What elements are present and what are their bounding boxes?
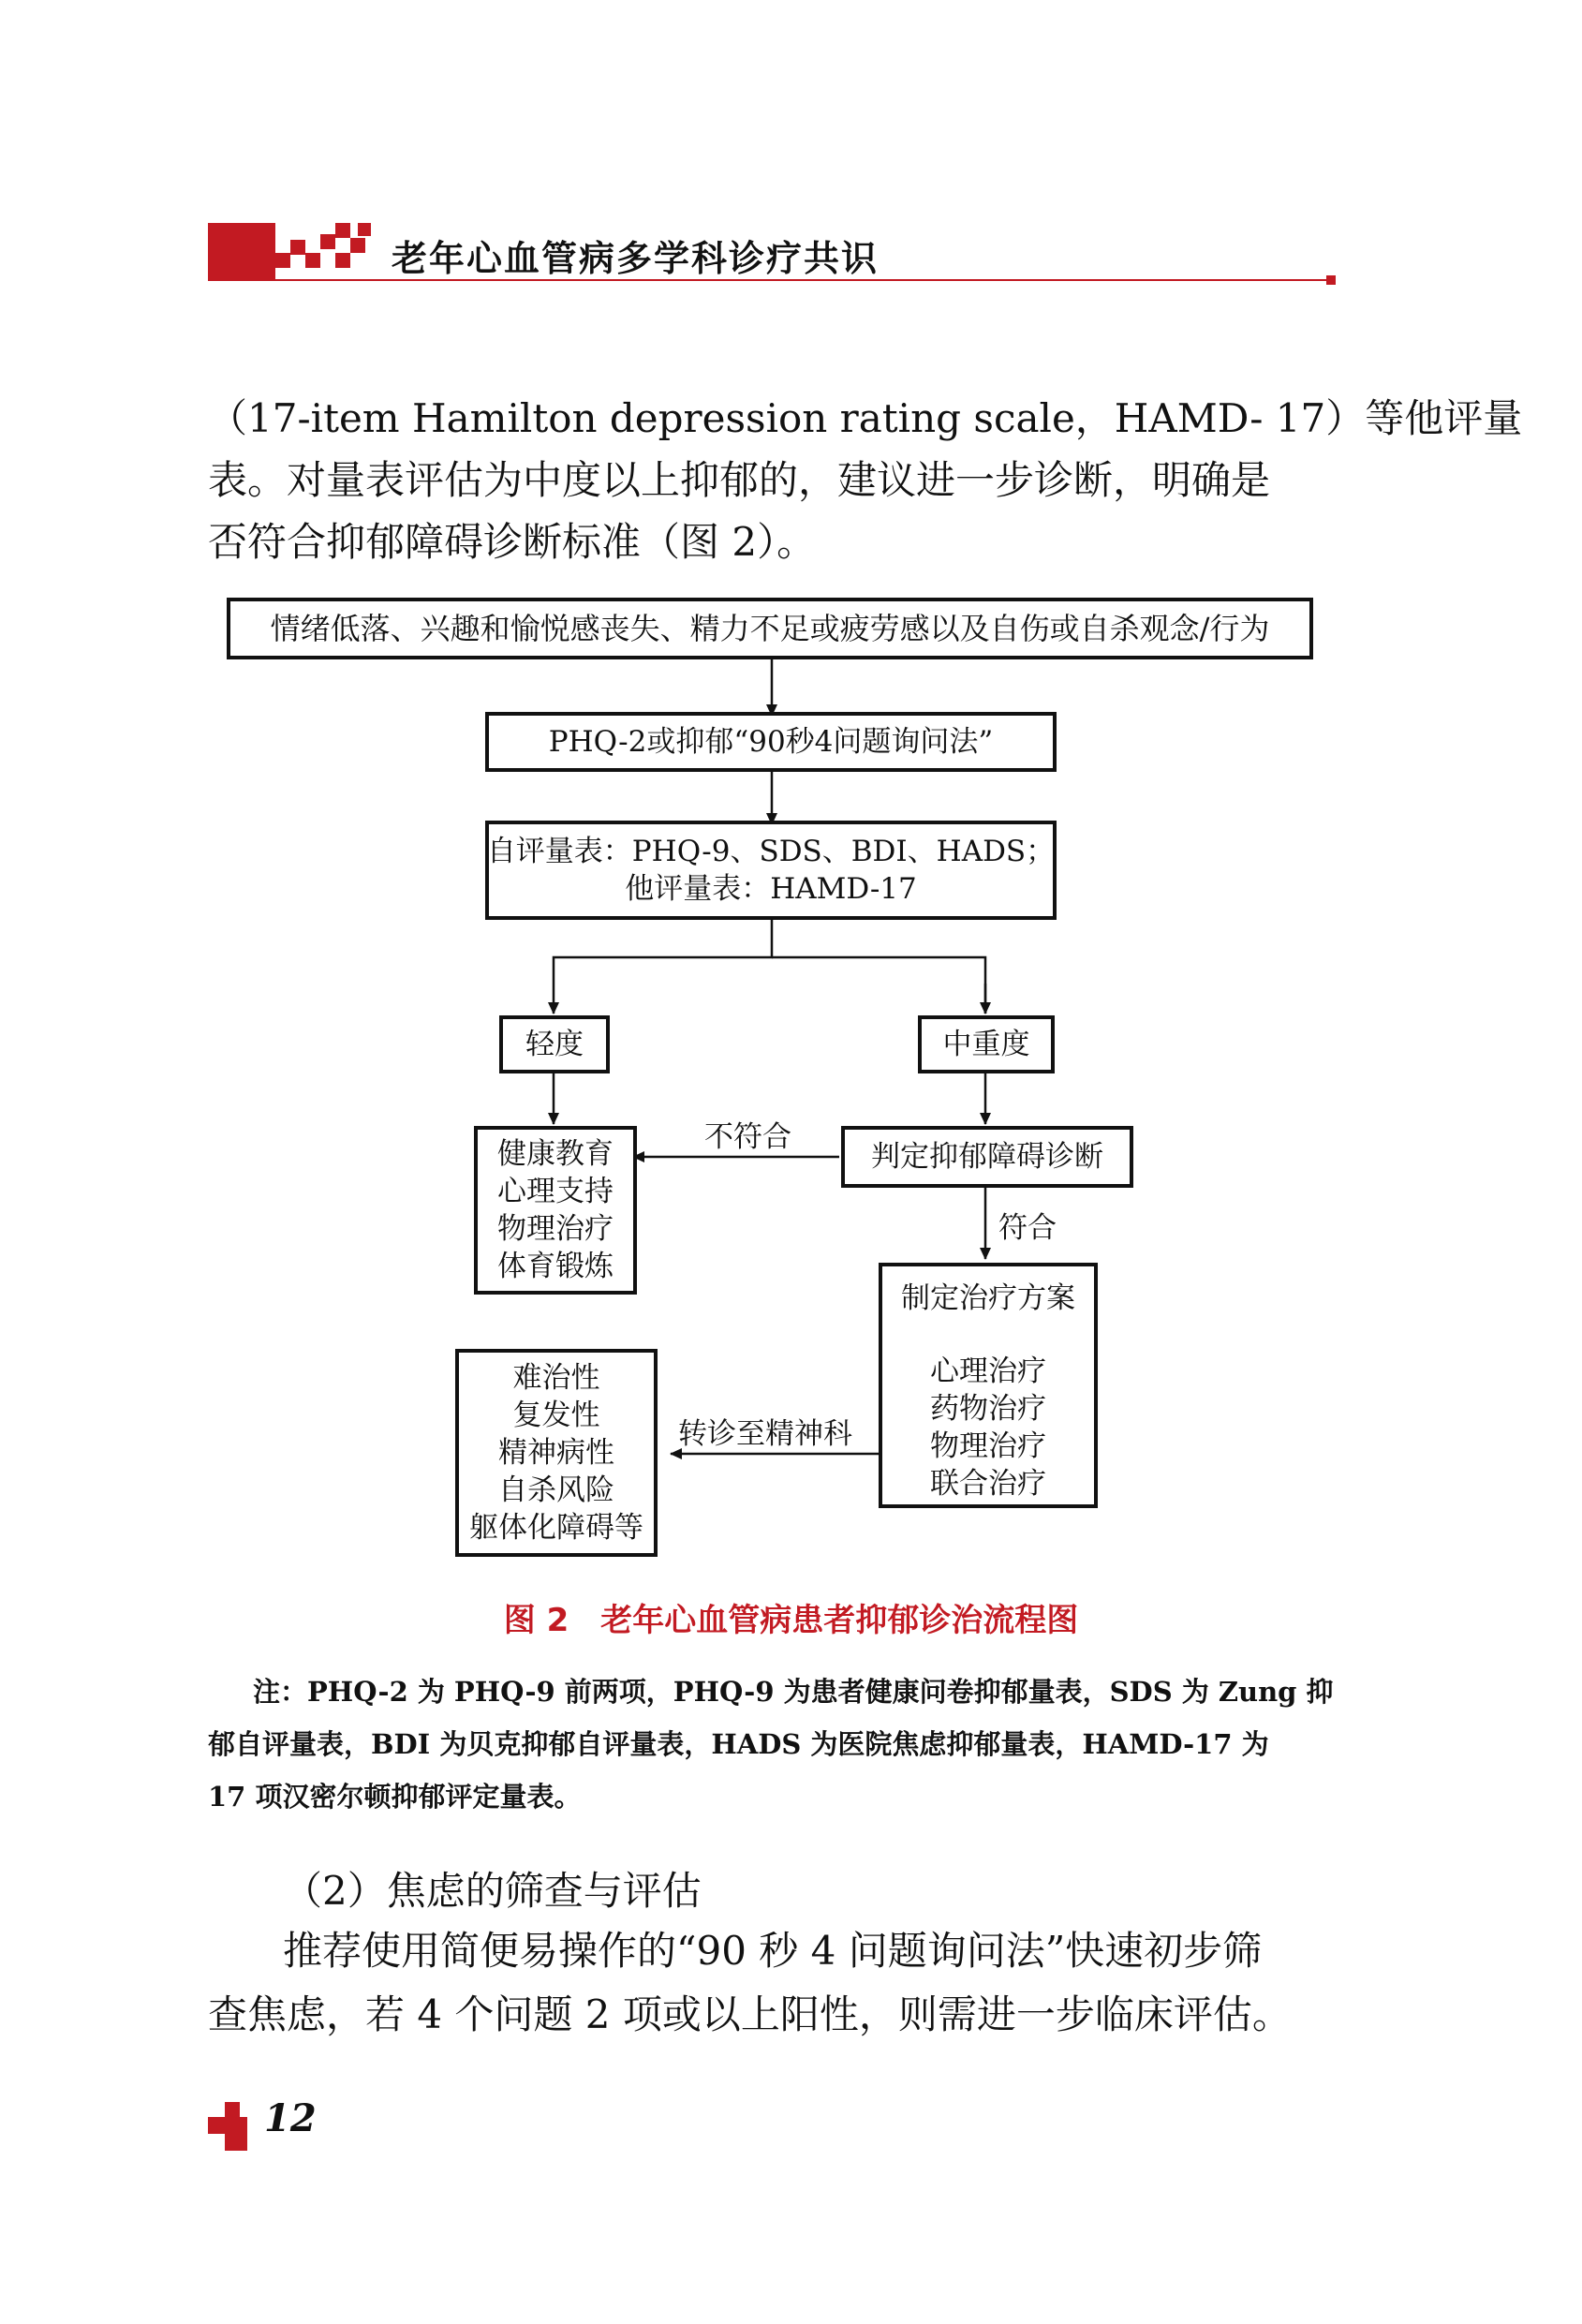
paragraph-line: 推荐使用简便易操作的“90 秒 4 问题询问法”快速初步筛 (283, 1928, 1263, 1974)
list-item: 难治性 (512, 1361, 600, 1395)
figure-note-line: 注：PHQ-2 为 PHQ-9 前两项，PHQ-9 为患者健康问卷抑郁量表，SDS 为 Zung 抑 (253, 1676, 1334, 1708)
mild-box (499, 1015, 610, 1073)
branch-connector (554, 918, 772, 1014)
list-item: 复发性 (512, 1399, 600, 1432)
referral-conditions-box (455, 1349, 658, 1557)
paragraph-line: 表。对量表评估为中度以上抑郁的，建议进一步诊断，明确是 (208, 457, 1271, 503)
list-item: 自杀风险 (498, 1473, 614, 1507)
scales-line: 自评量表：PHQ-9、SDS、BDI、HADS； (486, 835, 1056, 868)
paragraph-line: （17-item Hamilton depression rating scale，HAMD- 17）等他评量 (208, 395, 1523, 441)
moderate-box (918, 1015, 1055, 1073)
list-item: 药物治疗 (930, 1392, 1046, 1426)
branch-connector-right (772, 957, 985, 1014)
list-item: 物理治疗 (497, 1212, 614, 1246)
header-title: 老年心血管病多学科诊疗共识 (392, 238, 880, 279)
symptom-text: 情绪低落、兴趣和愉悦感丧失、精力不足或疲劳感以及自伤或自杀观念/行为 (270, 611, 1270, 646)
moderate-text: 中重度 (942, 1028, 1030, 1061)
paragraph-line: 查焦虑，若 4 个问题 2 项或以上阳性，则需进一步临床评估。 (208, 1991, 1292, 2037)
paragraph-line: 否符合抑郁障碍诊断标准（图 2）。 (208, 519, 817, 565)
symptom-box (227, 598, 1313, 659)
not-match-label: 不符合 (704, 1120, 791, 1154)
list-item: 健康教育 (497, 1137, 614, 1171)
page-number: 12 (264, 2096, 317, 2140)
referral-label: 转诊至精神科 (678, 1417, 852, 1451)
treatment-plan-box (879, 1263, 1098, 1508)
list-item: 心理支持 (497, 1175, 614, 1208)
scales-box (485, 821, 1057, 920)
figure-note-line: 郁自评量表，BDI 为贝克抑郁自评量表，HADS 为医院焦虑抑郁量表，HAMD-17 为 (208, 1728, 1269, 1760)
match-label: 符合 (998, 1211, 1057, 1245)
list-item: 躯体化障碍等 (469, 1511, 643, 1545)
section-heading: （2）焦虑的筛查与评估 (283, 1868, 702, 1914)
list-item: 物理治疗 (930, 1429, 1046, 1463)
list-item: 联合治疗 (930, 1467, 1046, 1501)
figure-caption: 图 2 老年心血管病患者抑郁诊治流程图 (503, 1602, 1079, 1639)
screening-text: PHQ-2或抑郁“90秒4问题询问法” (548, 725, 994, 759)
plan-title: 制定治疗方案 (901, 1281, 1075, 1315)
mild-actions-box (474, 1126, 637, 1295)
scales-line: 他评量表：HAMD-17 (625, 872, 917, 906)
mild-text: 轻度 (525, 1028, 584, 1061)
list-item: 心理治疗 (930, 1354, 1046, 1388)
figure-note-line: 17 项汉密尔顿抑郁评定量表。 (208, 1781, 582, 1813)
diagnose-box (841, 1126, 1133, 1188)
screening-box (485, 712, 1057, 772)
list-item: 体育锻炼 (497, 1250, 614, 1283)
diagnose-text: 判定抑郁障碍诊断 (871, 1140, 1103, 1174)
list-item: 精神病性 (498, 1436, 614, 1470)
